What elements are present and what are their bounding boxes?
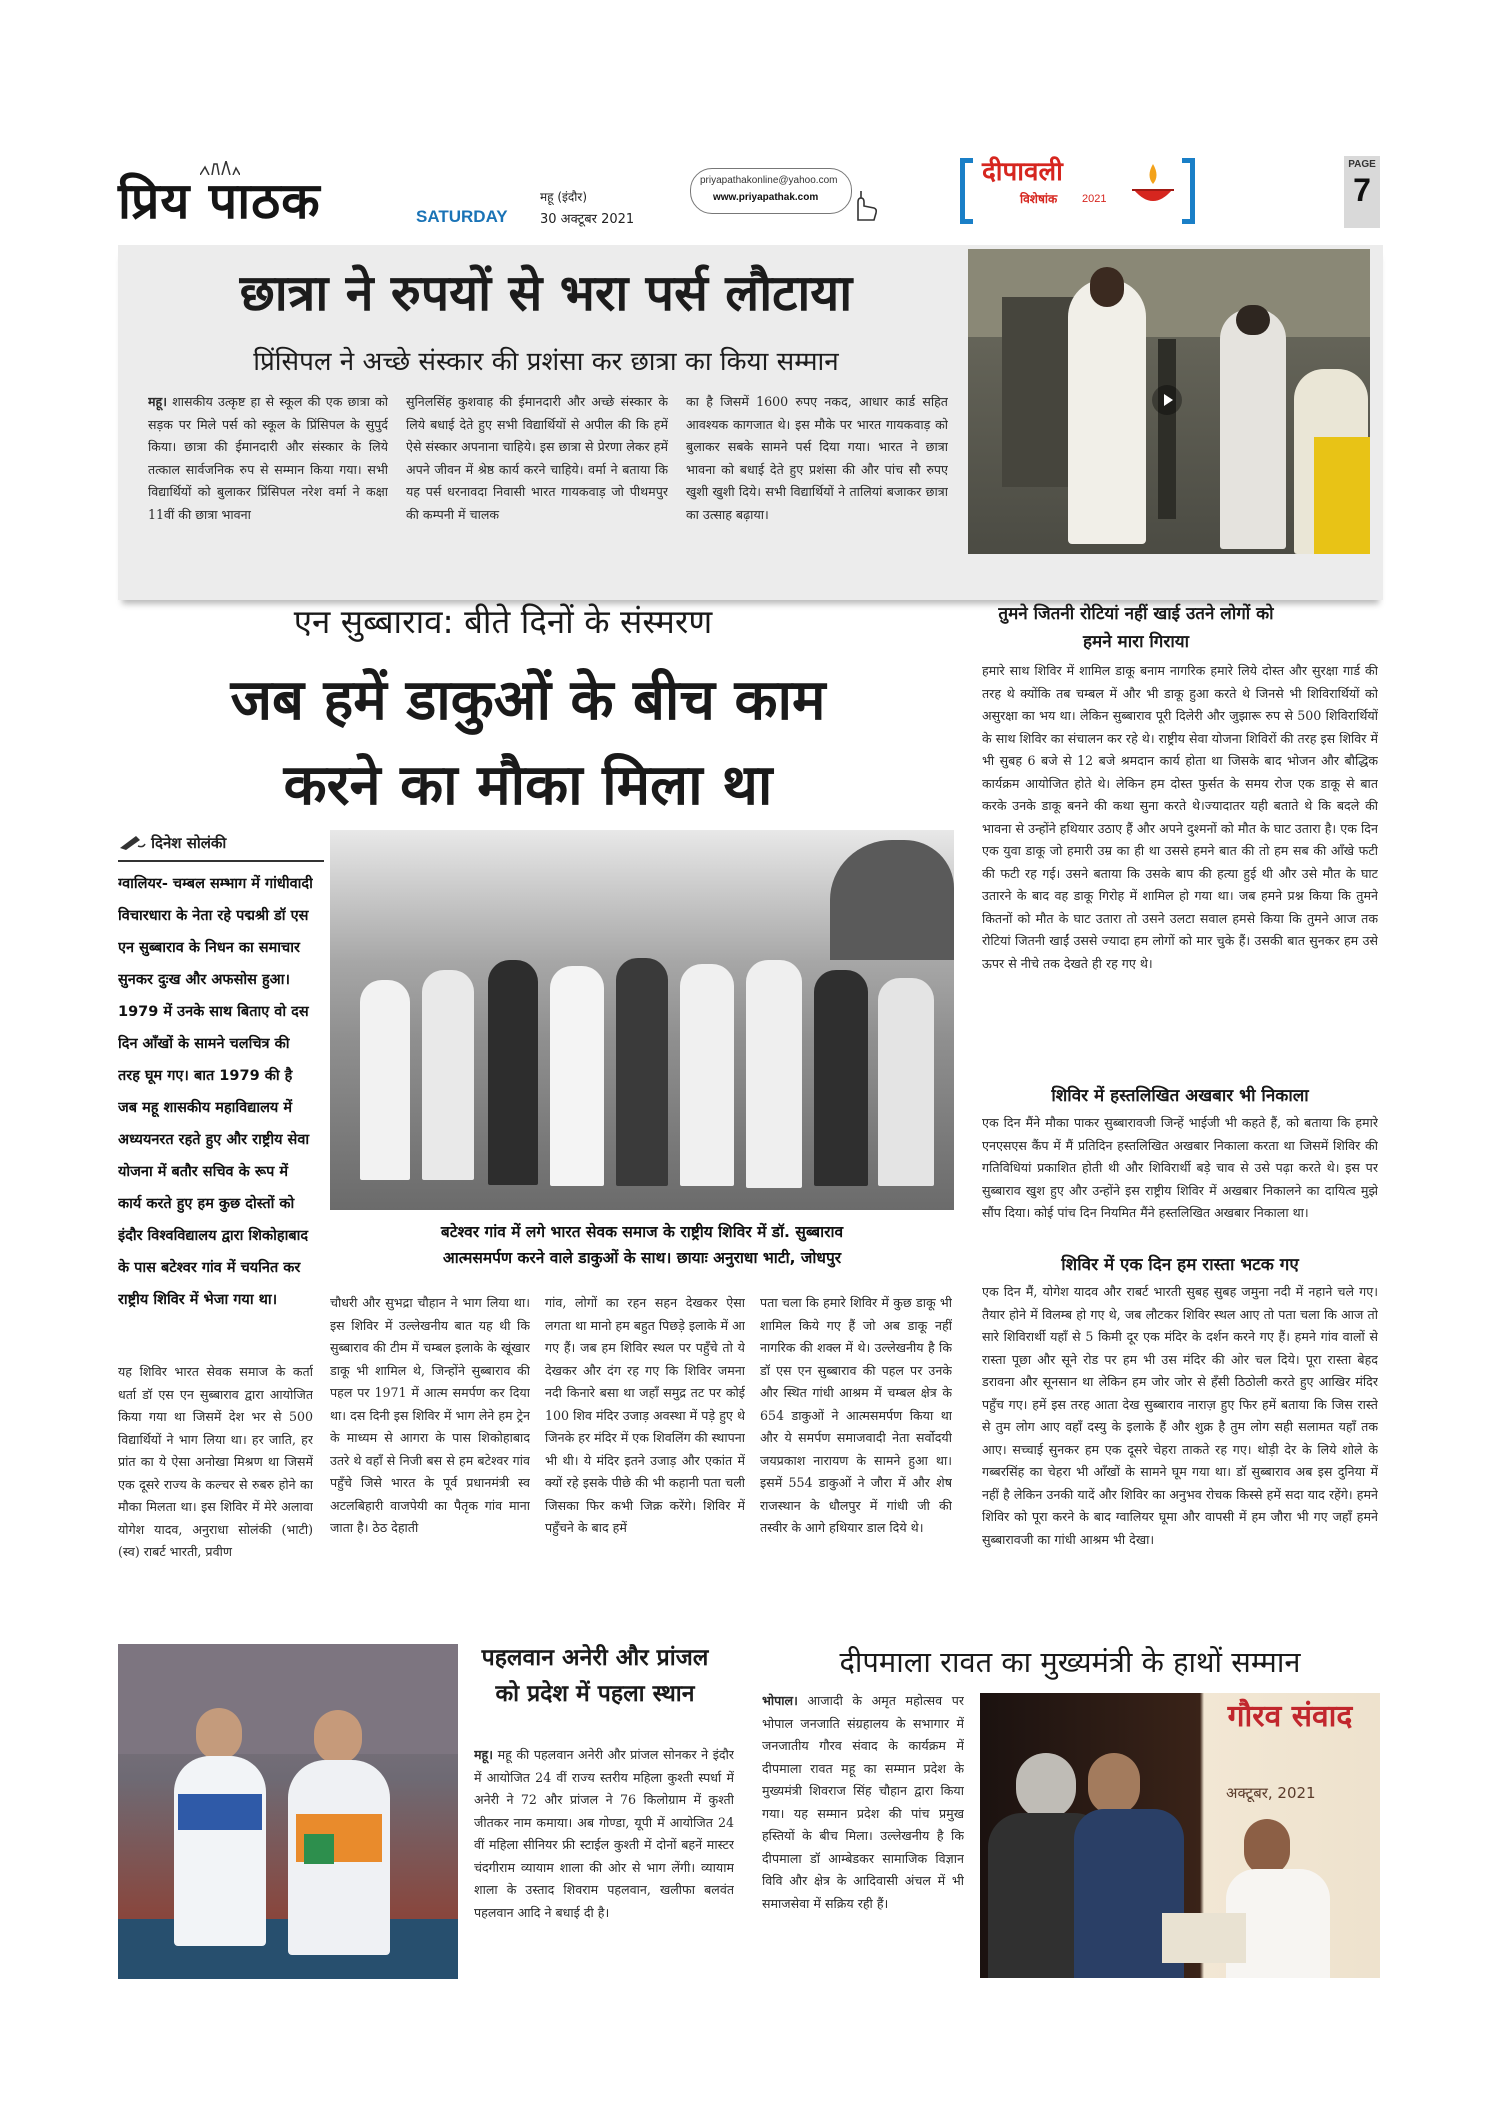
story2-col-b: चौधरी और सुभद्रा चौहान ने भाग लिया था। इस शिविर में उल्लेखनीय बात यह थी कि सुब्बाराव की टीम में चम्बल इलाके के खूंखार डाकू भी शामिल थे, जिन्होंने सुब्बाराव की पहल पर 1971 में आत्म समर्पण कर दिया था। दस दिनी इस शिविर में भाग लेने हम ट्रेन के माध्यम से आगरा के पास शिकोहाबाद उतरे थे वहाँ से निजी बस से हम बटेश्वर गांव पहुँचे जिसे भारत के पूर्व प्रधानमंत्री स्व अटलबिहारी वाजपेयी का पैतृक गांव माना जाता है। ठेठ देहाती xyxy=(330,1295,530,1535)
diya-lamp-icon xyxy=(1130,160,1176,210)
story1-col1-text: शासकीय उत्कृष्ट हा से स्कूल की एक छात्रा को सड़क पर मिले पर्स को स्कूल के प्रिंसिपल के सुपुर्द किया। छात्रा की ईमानदारी और संस्कार के लिये तत्काल सार्वजनिक रुप से सम्मान किया गया। सभी विद्यार्थियों को बुलाकर प्रिंसिपल नरेश वर्मा ने कक्षा 11वीं की छात्रा भावना xyxy=(148,394,388,522)
story3-wrestlers-photo xyxy=(118,1644,458,1979)
logo-skyline-icon xyxy=(200,160,240,174)
email-link[interactable]: priyapathakonline@yahoo.com xyxy=(700,175,838,186)
logo: प्रिय पाठक xyxy=(118,171,321,230)
story1-col2: सुनिलसिंह कुशवाह की ईमानदारी और अच्छे संस्कार के लिये बधाई देते हुए सभी विद्यार्थियों से अपील की कि हमें ऐसे संस्कार अपनाना चाहिये। इस छात्रा से प्रेरणा लेकर हमें अपने जीवन में श्रेष्ठ कार्य करने चाहिये। वर्मा ने बताया कि यह पर्स धरनावदा निवासी भारत गायकवाड़ जो पीथमपुर की कम्पनी में चालक xyxy=(406,394,668,522)
story4-body: आजादी के अमृत महोत्सव पर भोपाल जनजाति संग्रहालय के सभागार में जनजातीय गौरव संवाद के कार्यक्रम में दीपमाला रावत महू का सम्मान प्रदेश के मुख्यमंत्री शिवराज सिंह चौहान द्वारा किया गया। यह सम्मान प्रदेश की पांच प्रमुख हस्तियों के बीच मिला। उल्लेखनीय है कि दीपमाला डॉ आम्बेडकर सामाजिक विज्ञान विवि और क्षेत्र के आदिवासी अंचल में भी समाजसेवा में सक्रिय रही हैं। xyxy=(762,1693,964,1911)
story4-text xyxy=(762,1690,964,1980)
story2-photo-caption-line2: आत्मसमर्पण करने वाले डाकुओं के साथ। छायाः अनुराधा भाटी, जोधपुर xyxy=(442,1249,842,1267)
story1-col1 xyxy=(148,391,388,541)
story3-dateline: महू। xyxy=(474,1747,493,1762)
story3-headline: पहलवान अनेरी और प्रांजल को प्रदेश में पहला स्थान xyxy=(481,1645,709,1707)
story1-subhead: प्रिंसिपल ने अच्छे संस्कार की प्रशंसा कर छात्रा का किया सम्मान xyxy=(253,347,839,377)
story2-intro: ग्वालियर- चम्बल सम्भाग में गांधीवादी विचारधारा के नेता रहे पद्मश्री डॉ एस एन सुब्बाराव के निधन का समाचार सुनकर दुःख और अफसोस हुआ। 1979 में उनके साथ बिताए वो दस दिन आँखों के सामने चलचित्र की तरह घूम गए। बात 1979 की है जब महू शासकीय महाविद्यालय में अध्ययनरत रहते हुए और राष्ट्रीय सेवा योजना में बतौर सचिव के रूप में कार्य करते हुए हम कुछ दोस्तों को इंदौर विश्वविद्यालय द्वारा शिकोहाबाद के पास बटेश्वर गांव में चयनित कर राष्ट्रीय शिविर में भेजा गया था। xyxy=(118,876,313,1308)
story2-right-text3: एक दिन मैं, योगेश यादव और राबर्ट भारती सुबह सुबह जमुना नदी में नहाने चले गए। तैयार होने में विलम्ब हो गए थे, जब लौटकर शिविर स्थल आए तो पता चला कि आज तो सारे शिविरार्थी यहाँ से 5 किमी दूर एक मंदिर के दर्शन करने गए हैं। हमने गांव वालों से रास्ता पूछा और सूने रोड पर हम भी उस मंदिर की ओर चल दिये। पूरा रास्ता बेहद डरावना और सूनसान था लेकिन हम जोर जोर से हँसी ठिठोली करते हुए आखिर मंदिर पहुँच गए। हमें इस तरह आता देख सुब्बाराव नाराज़ हुए फिर हमें बताया कि जिस रास्ते से तुम लोग आए वहाँ दस्यु के इलाके हैं और शुक्र है तुम लोग सही सलामत यहाँ तक आए। सच्चाई सुनकर हम एक दूसरे चेहरा ताकते रह गए। थोड़ी देर के लिये शोले के गब्बरसिंह का चेहरा भी आँखों के सामने घूम गया था। डॉ सुब्बाराव अब इस दुनिया में नहीं है लेकिन उनकी यादें और शिविर का अनुभव रोचक किस्से हमें सदा याद रहेंगे। हमने शिविर को पूरा करने के बाद ग्वालियर घूमा और वापसी में हम जौरा भी गए जहाँ हमने सुब्बारावजी का गांधी आश्रम भी देखा। xyxy=(982,1284,1378,1547)
story4-dateline: भोपाल। xyxy=(762,1693,798,1708)
story4-headline: दीपमाला रावत का मुख्यमंत्री के हाथों सम्मान xyxy=(839,1645,1301,1679)
story3-body: महू की पहलवान अनेरी और प्रांजल सोनकर ने इंदौर में आयोजित 24 वीं राज्य स्तरीय महिला कुश्ती स्पर्धा में अनेरी ने 72 और प्रांजल ने 76 किलोग्राम में कुश्ती जीतकर नाम कमाया। अब गोण्डा, यूपी में आयोजित 24 वीं महिला सीनियर फ्री स्टाईल कुश्ती में दोनों बहनें मास्टर चंदगीराम व्यायाम शाला की ओर से भाग लेंगी। व्यायाम शाला के उस्ताद शिवराम पहलवान, खलीफा बलवंत पहलवान आदि ने बधाई दी है। xyxy=(474,1747,734,1920)
story4-award-photo xyxy=(980,1693,1380,1978)
story2-col-c: गांव, लोगों का रहन सहन देखकर ऐसा लगता था मानो हम बहुत पिछड़े इलाके में आ गए हैं। जब हम शिविर स्थल पर पहुँचे तो ये देखकर और दंग रह गए कि शिविर जमना नदी किनारे बसा था जहाँ समुद्र तट पर कोई 100 शिव मंदिर उजाड़ अवस्था में पड़े हुए थे जिनके हर मंदिर में एक शिवलिंग की स्थापना भी थी। ये मंदिर इतने उजाड़ और एकांत में क्यों रहे इसके पीछे की भी कहानी पता चली जिसका फिर कभी जिक्र करेंगे। शिविर में पहुँचने के बाद हमें xyxy=(545,1295,745,1535)
backdrop-date: अक्टूबर, 2021 xyxy=(1226,1784,1316,1802)
story2-col-d: पता चला कि हमारे शिविर में कुछ डाकू भी शामिल किये गए हैं जो अब डाकू नहीं नागरिक की शक्ल में थे। उल्लेखनीय है कि डॉ एस एन सुब्बाराव की पहल पर उनके और स्थित गांधी आश्रम में चम्बल क्षेत्र के 654 डाकुओं ने आत्मसमर्पण किया था और ये समर्पण समाजवादी नेता सर्वोदयी जयप्रकाश नारायण के सामने हुआ था। इसमें 554 डाकुओं ने जौरा में और शेष राजस्थान के धौलपुर में गांधी जी की तस्वीर के आगे हथियार डाल दिये थे। xyxy=(760,1295,952,1535)
page-number-box xyxy=(1344,156,1380,228)
story2-col-a: यह शिविर भारत सेवक समाज के कर्ता धर्ता डॉ एस एन सुब्बाराव द्वारा आयोजित किया गया था जिसमें देश भर से 500 विद्यार्थियों ने भाग लिया था। हर जाति, हर प्रांत का ये ऐसा अनोखा मिश्रण था जिसमें एक दूसरे राज्य के कल्चर से रुबरु होने का मौका मिलता था। इस शिविर में मेरे अलावा योगेश यादव, अनुराधा सोलंकी (भाटी) (स्व) राबर्ट भारती, प्रवीण xyxy=(118,1364,313,1559)
website-link[interactable]: www.priyapathak.com xyxy=(713,192,819,203)
story2-right-head1: तुमने जितनी रोटियां नहीं खाई उतने लोगों को हमने मारा गिराया xyxy=(998,604,1274,652)
backdrop-title: गौरव संवाद xyxy=(1227,1699,1353,1734)
story1-headline: छात्रा ने रुपयों से भरा पर्स लौटाया xyxy=(239,263,853,322)
pointer-hand-icon xyxy=(850,190,878,222)
diwali-title: दीपावली xyxy=(982,157,1063,187)
video-play-icon[interactable] xyxy=(1152,385,1182,415)
diwali-subtitle: विशेषांक xyxy=(1020,192,1058,206)
date-label: 30 अक्टूबर 2021 xyxy=(540,212,635,227)
story1-dateline: महू। xyxy=(148,394,167,409)
day-label: SATURDAY xyxy=(416,207,508,226)
place-label: महू (इंदौर) xyxy=(540,190,588,204)
diwali-year: 2021 xyxy=(1082,193,1107,205)
story2-headline-line1: जब हमें डाकुओं के बीच काम xyxy=(230,668,826,733)
story1-col3: का है जिसमें 1600 रुपए नकद, आधार कार्ड सहित आवश्यक कागजात थे। इस मौके पर भारत गायकवाड़ को बुलाकर सबके सामने पर्स दिया गया। भारत ने छात्रा भावना को बधाई देते हुए प्रशंसा की और पांच सौ रुपए खुशी खुशी दिये। सभी विद्यार्थियों ने तालियां बजाकर छात्रा का उत्साह बढ़ाया। xyxy=(686,394,948,522)
byline xyxy=(118,832,324,862)
story2-group-photo xyxy=(330,830,954,1210)
byline-name: दिनेश सोलंकी xyxy=(151,834,227,852)
story1-photo xyxy=(968,249,1370,554)
diwali-special-box xyxy=(960,150,1200,220)
story2-photo-caption-line1: बटेश्वर गांव में लगे भारत सेवक समाज के राष्ट्रीय शिविर में डॉ. सुब्बाराव xyxy=(440,1223,844,1241)
masthead xyxy=(0,0,1500,245)
story2-kicker: एन सुब्बाराव: बीते दिनों के संस्मरण xyxy=(293,602,713,641)
story2-right-head2: शिविर में हस्तलिखित अखबार भी निकाला xyxy=(1051,1086,1309,1106)
page-label: PAGE xyxy=(1348,159,1376,170)
story2-headline-line2: करने का मौका मिला था xyxy=(283,753,773,818)
story3-text xyxy=(474,1744,734,1984)
story2-right-head3: शिविर में एक दिन हम रास्ता भटक गए xyxy=(1061,1255,1299,1275)
story1-panel xyxy=(118,245,1383,600)
story2-right-text1: हमारे साथ शिविर में शामिल डाकू बनाम नागरिक हमारे लिये दोस्त और सुरक्षा गार्ड की तरह थे क्योंकि तब चम्बल में और भी डाकू हुआ करते थे जिनसे भी शिविरार्थियों को असुरक्षा का भय था। लेकिन सुब्बाराव पूरी दिलेरी और जुझारू रुप से 500 शिविरार्थियों के साथ शिविर का संचालन कर रहे थे। राष्ट्रीय सेवा योजना शिविरों की तरह इस शिविर में भी सुबह 6 बजे से 12 बजे श्रमदान कार्य होता था जिसके बाद भोजन और बौद्धिक कार्यक्रम आयोजित होते थे। लेकिन हम दोस्त फुर्सत के समय रोज एक डाकू से बात करके उनके डाकू बनने की कथा सुना करते थे।ज्यादातर यही बताते थे कि बदले की भावना से उन्होंने हथियार उठाए हैं और अपने दुश्मनों को मौत के घाट उतारा है। एक दिन एक युवा डाकू जो हमारी उम्र का ही था उससे हमने बात की तो हम सब की आँखे फटी की फटी रह गई। उसने बताया कि उसके बाप की हत्या हुई थी और उसे मौत के घाट उतारने के बाद वह डाकू गिरोह में शामिल हो गया था। जब हमने प्रश्न किया कि तुमने कितनों को मौत के घाट उतारा तो उसने उलटा सवाल हमसे किया कि तुमने आज तक रोटियां जितनी खाईं उससे ज्यादा हम लोगों को मार चुके हैं। उसकी बात सुनकर हम उसे ऊपर से नीचे तक देखते ही रह गए थे। xyxy=(982,663,1378,971)
pen-icon xyxy=(118,832,146,854)
story2-right-text2: एक दिन मैंने मौका पाकर सुब्बारावजी जिन्हें भाईजी भी कहते हैं, को बताया कि हमारे एनएसएस कैंप में मैं प्रतिदिन हस्तलिखित अखबार निकाला करता था जिसमें शिविर की गतिविधियां प्रकाशित होती थी और शिविरार्थी बड़े चाव से उसे पढ़ा करते थे। इस पर सुब्बाराव खुश हुए और उन्होंने इस राष्ट्रीय शिविर में अखबार निकालने का दायित्व मुझे सौंप दिया। कोई पांच दिन नियमित मैंने हस्तलिखित अखबार निकाला था। xyxy=(982,1115,1378,1220)
page-number: 7 xyxy=(1353,172,1371,208)
